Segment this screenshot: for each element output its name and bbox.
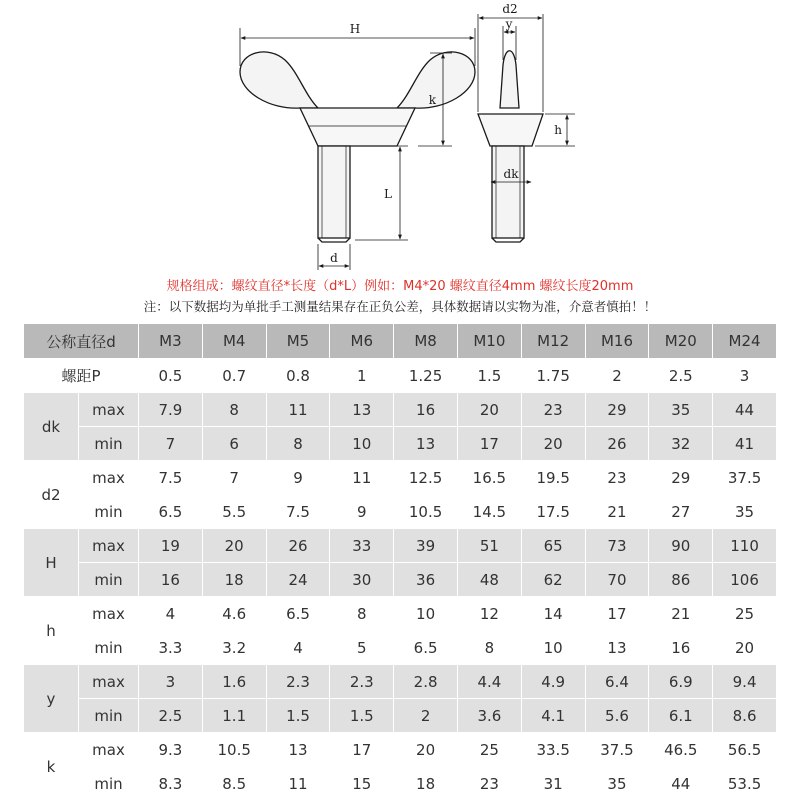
pitch-row: [24, 359, 777, 393]
table-row: [24, 427, 777, 461]
param-name-H: H: [24, 529, 79, 597]
table-cell: 23: [585, 461, 649, 495]
header-size: M10: [457, 324, 521, 359]
header-size: M8: [394, 324, 458, 359]
table-cell: 9.4: [713, 665, 777, 699]
table-cell: 15: [330, 767, 394, 801]
table-cell: 8: [202, 393, 266, 427]
table-cell: 35: [585, 767, 649, 801]
table-cell: 12: [457, 597, 521, 631]
table-cell: 30: [330, 563, 394, 597]
header-size: M12: [521, 324, 585, 359]
header-size: M3: [139, 324, 203, 359]
table-header-row: [24, 324, 777, 359]
table-cell: 10: [394, 597, 458, 631]
table-cell: 13: [585, 631, 649, 665]
table-cell: 7: [139, 427, 203, 461]
label-L: L: [384, 187, 392, 201]
table-cell: 18: [394, 767, 458, 801]
table-cell: 9: [266, 461, 330, 495]
table-cell: 6.1: [649, 699, 713, 733]
header-size: M16: [585, 324, 649, 359]
row-max-label: max: [79, 733, 139, 767]
table-cell: 6.5: [394, 631, 458, 665]
table-cell: 35: [649, 393, 713, 427]
table-cell: 13: [266, 733, 330, 767]
table-cell: 17: [585, 597, 649, 631]
header-nominal-diameter: 公称直径d: [24, 324, 139, 359]
table-cell: 6.4: [585, 665, 649, 699]
table-cell: 21: [585, 495, 649, 529]
table-cell: 21: [649, 597, 713, 631]
table-cell: 24: [266, 563, 330, 597]
table-cell: 8: [457, 631, 521, 665]
table-row: [24, 495, 777, 529]
table-cell: 65: [521, 529, 585, 563]
row-max-label: max: [79, 529, 139, 563]
header-size: M24: [713, 324, 777, 359]
table-cell: 19.5: [521, 461, 585, 495]
pitch-label: 螺距P: [24, 359, 139, 393]
table-cell: 10: [521, 631, 585, 665]
table-cell: 7.5: [139, 461, 203, 495]
table-cell: 16: [394, 393, 458, 427]
pitch-cell: 0.5: [139, 359, 203, 393]
table-cell: 2.3: [266, 665, 330, 699]
table-cell: 5.5: [202, 495, 266, 529]
table-cell: 44: [649, 767, 713, 801]
table-cell: 3.6: [457, 699, 521, 733]
table-cell: 51: [457, 529, 521, 563]
table-cell: 7.9: [139, 393, 203, 427]
table-cell: 56.5: [713, 733, 777, 767]
table-cell: 3: [139, 665, 203, 699]
front-left-wing: [240, 52, 318, 108]
table-cell: 4: [266, 631, 330, 665]
table-cell: 2.5: [139, 699, 203, 733]
side-hub: [478, 114, 543, 146]
table-cell: 16: [139, 563, 203, 597]
table-cell: 1.6: [202, 665, 266, 699]
table-cell: 20: [394, 733, 458, 767]
pitch-cell: 1: [330, 359, 394, 393]
table-cell: 3.2: [202, 631, 266, 665]
row-min-label: min: [79, 495, 139, 529]
table-row: [24, 597, 777, 631]
pitch-cell: 3: [713, 359, 777, 393]
table-cell: 6: [202, 427, 266, 461]
table-cell: 11: [266, 393, 330, 427]
table-cell: 90: [649, 529, 713, 563]
table-cell: 8.6: [713, 699, 777, 733]
table-cell: 23: [457, 767, 521, 801]
wing-nut-technical-drawing: [0, 0, 800, 272]
param-name-dk: dk: [24, 393, 79, 461]
table-row: [24, 699, 777, 733]
table-cell: 1.5: [266, 699, 330, 733]
pitch-cell: 2.5: [649, 359, 713, 393]
row-min-label: min: [79, 699, 139, 733]
label-d2: d2: [502, 2, 518, 16]
table-cell: 4.6: [202, 597, 266, 631]
table-cell: 5.6: [585, 699, 649, 733]
table-cell: 32: [649, 427, 713, 461]
table-cell: 4.9: [521, 665, 585, 699]
table-cell: 6.5: [139, 495, 203, 529]
table-cell: 10.5: [202, 733, 266, 767]
header-size: M20: [649, 324, 713, 359]
table-cell: 1.1: [202, 699, 266, 733]
row-max-label: max: [79, 665, 139, 699]
table-cell: 12.5: [394, 461, 458, 495]
table-row: [24, 563, 777, 597]
table-cell: 44: [713, 393, 777, 427]
table-cell: 62: [521, 563, 585, 597]
row-min-label: min: [79, 631, 139, 665]
row-max-label: max: [79, 461, 139, 495]
table-cell: 8: [330, 597, 394, 631]
table-row: [24, 461, 777, 495]
table-cell: 35: [713, 495, 777, 529]
front-right-wing: [397, 52, 475, 108]
dimension-spec-table: [23, 323, 777, 801]
table-cell: 26: [266, 529, 330, 563]
table-cell: 33: [330, 529, 394, 563]
pitch-cell: 1.25: [394, 359, 458, 393]
table-cell: 33.5: [521, 733, 585, 767]
table-cell: 8.5: [202, 767, 266, 801]
table-cell: 2.8: [394, 665, 458, 699]
table-cell: 7.5: [266, 495, 330, 529]
param-name-d2: d2: [24, 461, 79, 529]
header-size: M6: [330, 324, 394, 359]
table-cell: 10: [330, 427, 394, 461]
table-cell: 14: [521, 597, 585, 631]
measurement-note: 注：以下数据均为单批手工测量结果存在正负公差，具体数据请以实物为准，介意者慎拍！！: [143, 299, 657, 314]
table-cell: 10.5: [394, 495, 458, 529]
table-cell: 20: [521, 427, 585, 461]
pitch-cell: 1.75: [521, 359, 585, 393]
table-row: [24, 767, 777, 801]
table-cell: 2.3: [330, 665, 394, 699]
header-size: M5: [266, 324, 330, 359]
table-cell: 29: [649, 461, 713, 495]
label-H: H: [349, 22, 361, 36]
table-cell: 37.5: [713, 461, 777, 495]
table-cell: 41: [713, 427, 777, 461]
spec-format-caption: 规格组成：螺纹直径*长度（d*L）例如：M4*20 螺纹直径4mm 螺纹长度20mm: [166, 279, 634, 294]
table-cell: 9: [330, 495, 394, 529]
label-h: h: [554, 123, 562, 137]
table-cell: 7: [202, 461, 266, 495]
table-cell: 14.5: [457, 495, 521, 529]
pitch-cell: 0.7: [202, 359, 266, 393]
table-cell: 8.3: [139, 767, 203, 801]
label-dk: dk: [503, 167, 519, 181]
table-cell: 17.5: [521, 495, 585, 529]
table-cell: 4.1: [521, 699, 585, 733]
table-cell: 4.4: [457, 665, 521, 699]
pitch-cell: 0.8: [266, 359, 330, 393]
side-shank: [492, 146, 524, 238]
row-min-label: min: [79, 767, 139, 801]
table-cell: 20: [457, 393, 521, 427]
param-name-y: y: [24, 665, 79, 733]
table-cell: 23: [521, 393, 585, 427]
table-cell: 13: [330, 393, 394, 427]
table-cell: 29: [585, 393, 649, 427]
table-cell: 20: [713, 631, 777, 665]
table-cell: 19: [139, 529, 203, 563]
pitch-cell: 2: [585, 359, 649, 393]
table-cell: 3.3: [139, 631, 203, 665]
table-row: [24, 733, 777, 767]
table-cell: 37.5: [585, 733, 649, 767]
label-y: y: [505, 17, 513, 31]
table-cell: 86: [649, 563, 713, 597]
table-cell: 16: [649, 631, 713, 665]
table-row: [24, 393, 777, 427]
row-min-label: min: [79, 427, 139, 461]
table-cell: 27: [649, 495, 713, 529]
table-cell: 110: [713, 529, 777, 563]
table-cell: 25: [457, 733, 521, 767]
label-k: k: [428, 93, 436, 107]
row-max-label: max: [79, 597, 139, 631]
table-cell: 6.9: [649, 665, 713, 699]
header-size: M4: [202, 324, 266, 359]
table-cell: 46.5: [649, 733, 713, 767]
table-cell: 48: [457, 563, 521, 597]
front-hub: [300, 108, 415, 146]
table-cell: 8: [266, 427, 330, 461]
table-cell: 53.5: [713, 767, 777, 801]
table-cell: 11: [266, 767, 330, 801]
table-cell: 13: [394, 427, 458, 461]
table-cell: 70: [585, 563, 649, 597]
row-max-label: max: [79, 393, 139, 427]
table-cell: 6.5: [266, 597, 330, 631]
table-cell: 9.3: [139, 733, 203, 767]
table-row: [24, 665, 777, 699]
table-cell: 39: [394, 529, 458, 563]
row-min-label: min: [79, 563, 139, 597]
table-row: [24, 631, 777, 665]
table-row: [24, 529, 777, 563]
pitch-cell: 1.5: [457, 359, 521, 393]
table-cell: 4: [139, 597, 203, 631]
param-name-h: h: [24, 597, 79, 665]
table-cell: 36: [394, 563, 458, 597]
table-cell: 31: [521, 767, 585, 801]
label-d: d: [330, 251, 338, 265]
table-cell: 2: [394, 699, 458, 733]
table-cell: 26: [585, 427, 649, 461]
table-cell: 11: [330, 461, 394, 495]
table-cell: 1.5: [330, 699, 394, 733]
table-cell: 25: [713, 597, 777, 631]
front-shank: [318, 146, 350, 238]
table-cell: 20: [202, 529, 266, 563]
table-cell: 17: [330, 733, 394, 767]
param-name-k: k: [24, 733, 79, 801]
table-cell: 5: [330, 631, 394, 665]
table-cell: 17: [457, 427, 521, 461]
table-cell: 106: [713, 563, 777, 597]
table-cell: 18: [202, 563, 266, 597]
table-cell: 73: [585, 529, 649, 563]
table-cell: 16.5: [457, 461, 521, 495]
